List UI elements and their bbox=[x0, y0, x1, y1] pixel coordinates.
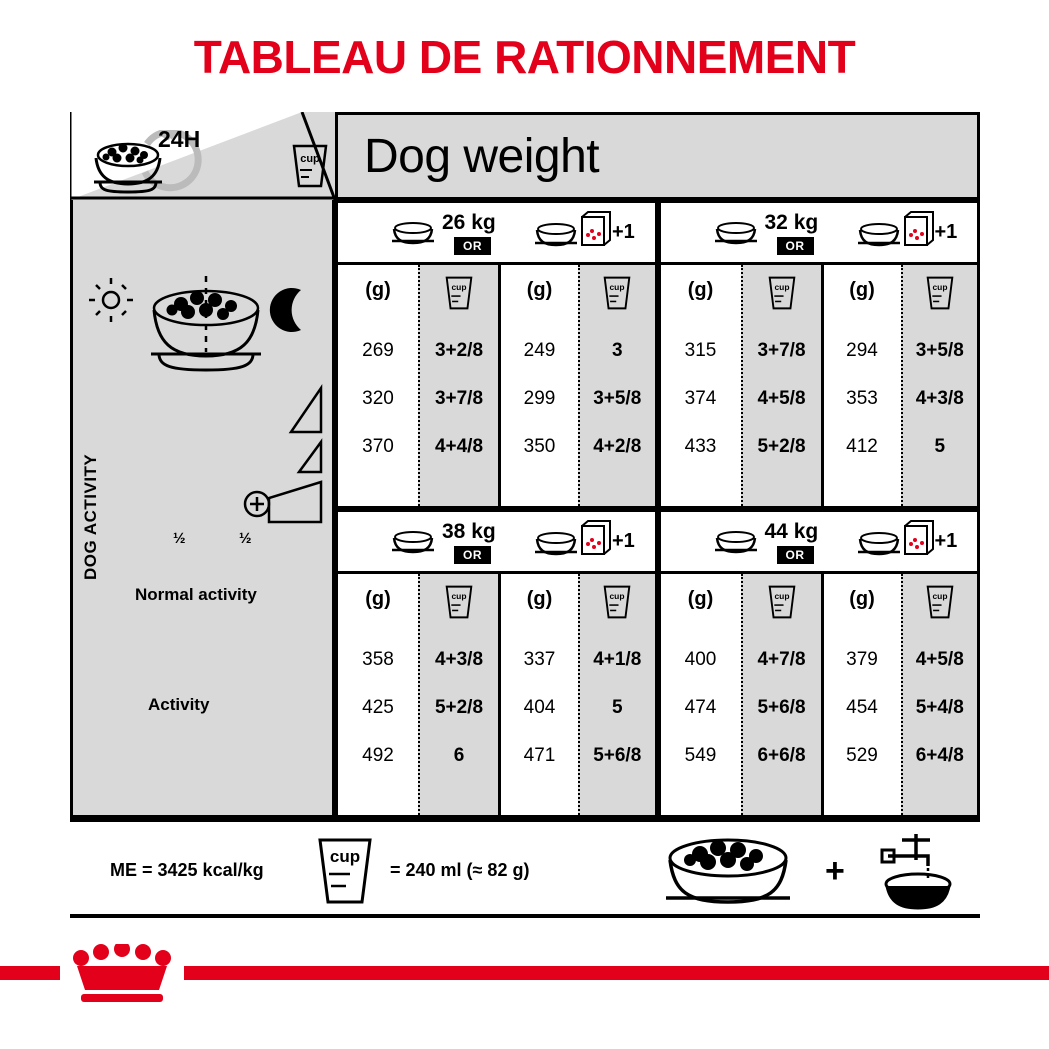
cup-icon bbox=[765, 582, 799, 622]
svg-text:cup: cup bbox=[609, 590, 625, 601]
crown-icon bbox=[67, 944, 177, 1008]
dog-weight-title-cell bbox=[335, 112, 980, 200]
brand-logo bbox=[60, 938, 184, 1014]
cell-cups: 6+4/8 bbox=[915, 745, 964, 766]
plus-one-label: +1 bbox=[934, 221, 958, 243]
cell-cups: 5+6/8 bbox=[593, 745, 642, 766]
cups-column-2 bbox=[901, 574, 978, 815]
weight-block-header bbox=[661, 203, 978, 265]
activity-illustration bbox=[73, 260, 338, 540]
cell-grams: 294 bbox=[846, 340, 878, 361]
cup-icon bbox=[442, 273, 476, 313]
cell-grams: 370 bbox=[362, 436, 394, 457]
or-badge: OR bbox=[777, 546, 814, 564]
grams-header: (g) bbox=[687, 279, 714, 301]
cups-column-2 bbox=[901, 265, 978, 506]
cup-icon bbox=[600, 273, 634, 313]
cups-column-1 bbox=[418, 574, 498, 815]
svg-text:cup: cup bbox=[609, 281, 625, 292]
bowl-plus-pack-icon bbox=[534, 211, 614, 255]
bowl-icon bbox=[713, 221, 759, 245]
cup-header bbox=[903, 265, 978, 327]
footer-legend bbox=[70, 818, 980, 918]
cell-cups: 3 bbox=[611, 340, 623, 361]
dog-weight-title: Dog weight bbox=[364, 129, 600, 183]
header-icon-cell bbox=[70, 112, 335, 200]
dog-activity-label: DOG ACTIVITY bbox=[81, 453, 100, 580]
cup-icon bbox=[312, 832, 378, 910]
cell-grams: 474 bbox=[684, 697, 717, 718]
svg-text:cup: cup bbox=[451, 281, 467, 292]
cup-icon bbox=[600, 582, 634, 622]
half-portion-left: ½ bbox=[173, 530, 186, 547]
weight-value: 26 kg bbox=[442, 211, 496, 234]
page-title: TABLEAU DE RATIONNEMENT bbox=[193, 31, 856, 83]
cell-cups: 4+5/8 bbox=[757, 388, 806, 409]
weight-block-header bbox=[338, 203, 655, 265]
cell-grams: 404 bbox=[523, 697, 556, 718]
cell-grams: 337 bbox=[523, 649, 556, 670]
bowl-plus-pack-icon bbox=[534, 520, 614, 564]
grams-column-1 bbox=[338, 574, 418, 815]
cell-grams: 471 bbox=[523, 745, 556, 766]
cell-cups: 3+5/8 bbox=[915, 340, 964, 361]
svg-text:cup: cup bbox=[329, 847, 361, 866]
grams-column-1 bbox=[338, 265, 418, 506]
weight-block-body bbox=[661, 574, 978, 815]
cell-grams: 454 bbox=[846, 697, 878, 718]
grams-column-1 bbox=[661, 574, 741, 815]
bowl-icon bbox=[713, 530, 759, 554]
weight-block-26kg bbox=[335, 200, 658, 509]
dog-activity-panel bbox=[70, 200, 335, 818]
cup-icon bbox=[765, 273, 799, 313]
cell-cups: 6+6/8 bbox=[757, 745, 806, 766]
plus-one-label: +1 bbox=[612, 221, 635, 243]
grams-header: (g) bbox=[849, 279, 875, 301]
cell-grams: 353 bbox=[846, 388, 878, 409]
cup-header bbox=[743, 574, 821, 636]
cell-cups: 5+2/8 bbox=[757, 436, 806, 457]
weight-block-body bbox=[338, 574, 655, 815]
weight-block-body bbox=[338, 265, 655, 506]
water-tap-icon bbox=[868, 830, 968, 914]
grams-column-2 bbox=[821, 265, 901, 506]
weight-block-32kg bbox=[658, 200, 981, 509]
cell-cups: 4+3/8 bbox=[915, 388, 964, 409]
cell-grams: 249 bbox=[523, 340, 556, 361]
half-portion-right: ½ bbox=[239, 530, 252, 547]
food-bowl-icon bbox=[650, 836, 810, 908]
cups-column-2 bbox=[578, 265, 655, 506]
plus-sign: + bbox=[825, 852, 845, 890]
plus-one-label: +1 bbox=[612, 530, 635, 552]
cell-cups: 4+5/8 bbox=[915, 649, 964, 670]
cup-icon bbox=[288, 140, 332, 192]
cup-header bbox=[580, 574, 655, 636]
cup-header bbox=[580, 265, 655, 327]
grams-column-2 bbox=[498, 265, 578, 506]
cell-cups: 3+7/8 bbox=[434, 388, 484, 409]
cup-header bbox=[743, 265, 821, 327]
cell-cups: 4+2/8 bbox=[593, 436, 642, 457]
cup-header bbox=[420, 265, 498, 327]
cup-header bbox=[420, 574, 498, 636]
cell-cups: 6 bbox=[453, 745, 465, 766]
cell-grams: 412 bbox=[846, 436, 878, 457]
sun-icon bbox=[89, 278, 133, 322]
or-badge: OR bbox=[777, 237, 814, 255]
cell-cups: 5 bbox=[611, 697, 623, 718]
cell-cups: 4+7/8 bbox=[757, 649, 806, 670]
bowl-plus-pack-icon bbox=[857, 211, 937, 255]
bowl-icon bbox=[390, 221, 436, 245]
cell-cups: 5+6/8 bbox=[757, 697, 806, 718]
normal-activity-label: Normal activity bbox=[135, 585, 257, 604]
cell-cups: 4+1/8 bbox=[593, 649, 642, 670]
cell-grams: 492 bbox=[362, 745, 394, 766]
weight-value: 32 kg bbox=[764, 211, 819, 234]
cell-grams: 433 bbox=[684, 436, 717, 457]
cups-column-1 bbox=[741, 574, 821, 815]
weight-quadrant-grid bbox=[335, 200, 980, 818]
cell-cups: 4+3/8 bbox=[434, 649, 484, 670]
grams-column-2 bbox=[821, 574, 901, 815]
grams-header: (g) bbox=[849, 588, 875, 610]
weight-block-header bbox=[338, 512, 655, 574]
or-badge: OR bbox=[454, 237, 491, 255]
grams-header: (g) bbox=[526, 588, 553, 610]
cell-grams: 315 bbox=[684, 340, 717, 361]
cup-volume-text: = 240 ml (≈ 82 g) bbox=[390, 860, 530, 880]
activity-plus-label: Activity bbox=[148, 695, 210, 714]
weight-block-44kg bbox=[658, 509, 981, 818]
cell-grams: 299 bbox=[523, 388, 556, 409]
cell-grams: 374 bbox=[684, 388, 717, 409]
svg-text:cup: cup bbox=[932, 281, 948, 292]
cell-grams: 425 bbox=[362, 697, 394, 718]
cell-cups: 3+2/8 bbox=[434, 340, 484, 361]
cups-column-2 bbox=[578, 574, 655, 815]
grams-header: (g) bbox=[687, 588, 714, 610]
weight-block-body bbox=[661, 265, 978, 506]
cup-header bbox=[903, 574, 978, 636]
grams-header: (g) bbox=[526, 279, 553, 301]
cups-column-1 bbox=[418, 265, 498, 506]
cell-grams: 269 bbox=[362, 340, 394, 361]
cup-icon bbox=[923, 273, 957, 313]
cell-grams: 400 bbox=[684, 649, 717, 670]
cell-cups: 3+7/8 bbox=[757, 340, 806, 361]
moon-icon bbox=[270, 288, 301, 332]
cell-grams: 529 bbox=[846, 745, 878, 766]
grams-column-2 bbox=[498, 574, 578, 815]
cell-cups: 4+4/8 bbox=[434, 436, 484, 457]
svg-text:cup: cup bbox=[773, 281, 790, 292]
grams-column-1 bbox=[661, 265, 741, 506]
cell-cups: 5+2/8 bbox=[434, 697, 484, 718]
svg-text:cup: cup bbox=[773, 590, 790, 601]
cell-grams: 379 bbox=[846, 649, 878, 670]
bowl-plus-pack-icon bbox=[857, 520, 937, 564]
duration-badge: 24H bbox=[158, 126, 201, 152]
cell-grams: 549 bbox=[684, 745, 717, 766]
cell-cups: 3+5/8 bbox=[593, 388, 642, 409]
plus-one-label: +1 bbox=[934, 530, 958, 552]
metabolisable-energy-text: ME = 3425 kcal/kg bbox=[110, 860, 264, 880]
cup-icon bbox=[923, 582, 957, 622]
cell-grams: 320 bbox=[362, 388, 394, 409]
or-badge: OR bbox=[454, 546, 491, 564]
cell-cups: 5+4/8 bbox=[915, 697, 964, 718]
weight-value: 44 kg bbox=[764, 520, 819, 543]
grams-header: (g) bbox=[365, 279, 391, 301]
svg-text:cup: cup bbox=[451, 590, 467, 601]
weight-block-header bbox=[661, 512, 978, 574]
table-header-row bbox=[70, 112, 980, 200]
svg-text:cup: cup bbox=[932, 590, 948, 601]
grams-header: (g) bbox=[365, 588, 391, 610]
weight-block-38kg bbox=[335, 509, 658, 818]
cell-grams: 358 bbox=[362, 649, 394, 670]
cup-icon bbox=[442, 582, 476, 622]
bowl-icon bbox=[390, 530, 436, 554]
table-body bbox=[70, 200, 980, 818]
weight-value: 38 kg bbox=[442, 520, 496, 543]
cell-grams: 350 bbox=[523, 436, 556, 457]
cell-cups: 5 bbox=[934, 436, 946, 457]
svg-text:cup: cup bbox=[300, 153, 320, 165]
cups-column-1 bbox=[741, 265, 821, 506]
feeding-table bbox=[70, 112, 980, 818]
